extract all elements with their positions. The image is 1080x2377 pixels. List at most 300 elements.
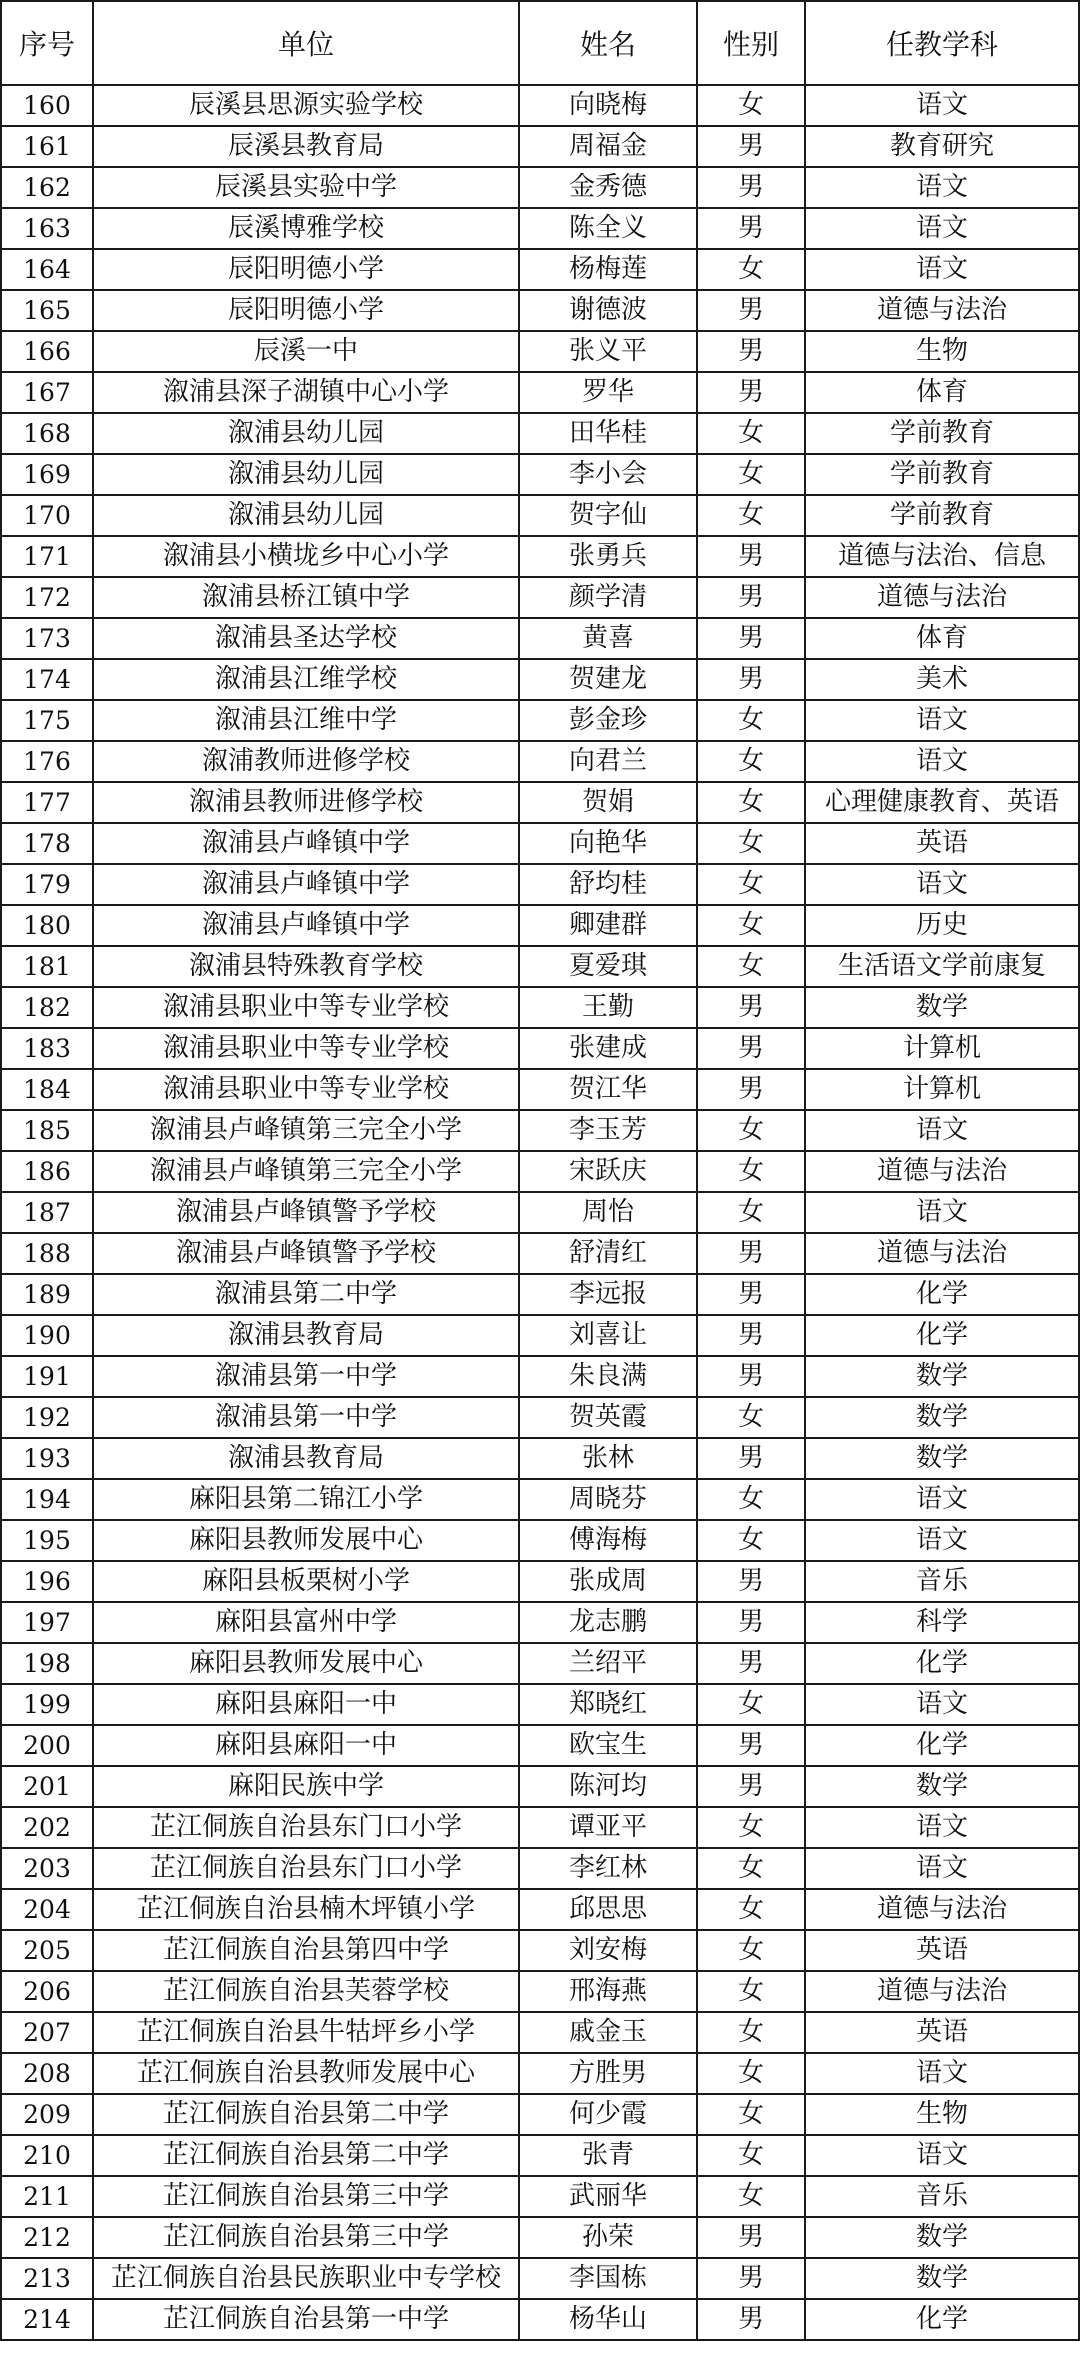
unit-cell: 溆浦县卢峰镇第三完全小学	[93, 1151, 519, 1192]
table-row	[1, 495, 1079, 536]
serial-number-cell: 180	[1, 905, 93, 946]
name-cell: 刘安梅	[519, 1930, 697, 1971]
gender-cell: 女	[697, 2135, 805, 2176]
serial-number-cell: 168	[1, 413, 93, 454]
name-cell: 李红林	[519, 1848, 697, 1889]
subject-cell: 生物	[805, 2094, 1079, 2135]
name-cell: 宋跃庆	[519, 1151, 697, 1192]
gender-cell: 男	[697, 1643, 805, 1684]
gender-cell: 男	[697, 618, 805, 659]
table-row	[1, 741, 1079, 782]
unit-cell: 溆浦教师进修学校	[93, 741, 519, 782]
subject-cell: 数学	[805, 1438, 1079, 1479]
name-cell: 周福金	[519, 126, 697, 167]
serial-number-cell: 170	[1, 495, 93, 536]
serial-number-cell: 191	[1, 1356, 93, 1397]
subject-cell: 美术	[805, 659, 1079, 700]
subject-cell: 化学	[805, 1643, 1079, 1684]
gender-cell: 男	[697, 126, 805, 167]
unit-cell: 麻阳县教师发展中心	[93, 1643, 519, 1684]
subject-cell: 道德与法治	[805, 1889, 1079, 1930]
gender-cell: 女	[697, 1110, 805, 1151]
serial-number-cell: 182	[1, 987, 93, 1028]
gender-cell: 女	[697, 741, 805, 782]
unit-cell: 麻阳县麻阳一中	[93, 1725, 519, 1766]
subject-cell: 生物	[805, 331, 1079, 372]
serial-number-cell: 179	[1, 864, 93, 905]
name-cell: 郑晓红	[519, 1684, 697, 1725]
serial-number-cell: 186	[1, 1151, 93, 1192]
page-footer-cut-off	[0, 2365, 1080, 2377]
table-row	[1, 1971, 1079, 2012]
name-cell: 张勇兵	[519, 536, 697, 577]
subject-cell: 语文	[805, 741, 1079, 782]
gender-cell: 男	[697, 577, 805, 618]
name-cell: 兰绍平	[519, 1643, 697, 1684]
serial-number-cell: 167	[1, 372, 93, 413]
header-gender: 性别	[697, 1, 805, 85]
subject-cell: 数学	[805, 987, 1079, 1028]
serial-number-cell: 176	[1, 741, 93, 782]
serial-number-cell: 204	[1, 1889, 93, 1930]
header-subject: 任教学科	[805, 1, 1079, 85]
serial-number-cell: 161	[1, 126, 93, 167]
table-row	[1, 823, 1079, 864]
unit-cell: 溆浦县第二中学	[93, 1274, 519, 1315]
name-cell: 彭金珍	[519, 700, 697, 741]
gender-cell: 女	[697, 946, 805, 987]
subject-cell: 语文	[805, 85, 1079, 126]
table-row	[1, 2012, 1079, 2053]
subject-cell: 语文	[805, 249, 1079, 290]
header-row	[1, 1, 1079, 85]
table-row	[1, 700, 1079, 741]
table-row	[1, 249, 1079, 290]
unit-cell: 溆浦县第一中学	[93, 1356, 519, 1397]
unit-cell: 溆浦县卢峰镇中学	[93, 905, 519, 946]
gender-cell: 女	[697, 1889, 805, 1930]
serial-number-cell: 169	[1, 454, 93, 495]
table-row	[1, 208, 1079, 249]
gender-cell: 女	[697, 2094, 805, 2135]
name-cell: 邢海燕	[519, 1971, 697, 2012]
subject-cell: 语文	[805, 1110, 1079, 1151]
name-cell: 张成周	[519, 1561, 697, 1602]
name-cell: 向君兰	[519, 741, 697, 782]
table-row	[1, 536, 1079, 577]
header-unit: 单位	[93, 1, 519, 85]
subject-cell: 英语	[805, 823, 1079, 864]
serial-number-cell: 192	[1, 1397, 93, 1438]
table-row	[1, 1725, 1079, 1766]
gender-cell: 女	[697, 1397, 805, 1438]
unit-cell: 溆浦县卢峰镇中学	[93, 823, 519, 864]
table-row	[1, 1520, 1079, 1561]
serial-number-cell: 175	[1, 700, 93, 741]
name-cell: 李玉芳	[519, 1110, 697, 1151]
gender-cell: 女	[697, 1192, 805, 1233]
subject-cell: 计算机	[805, 1028, 1079, 1069]
subject-cell: 语文	[805, 1684, 1079, 1725]
gender-cell: 男	[697, 1315, 805, 1356]
gender-cell: 女	[697, 2012, 805, 2053]
table-row	[1, 290, 1079, 331]
gender-cell: 女	[697, 700, 805, 741]
subject-cell: 化学	[805, 1725, 1079, 1766]
unit-cell: 辰溪博雅学校	[93, 208, 519, 249]
table-row	[1, 1110, 1079, 1151]
unit-cell: 溆浦县桥江镇中学	[93, 577, 519, 618]
gender-cell: 男	[697, 2217, 805, 2258]
table-row	[1, 2176, 1079, 2217]
subject-cell: 心理健康教育、英语	[805, 782, 1079, 823]
name-cell: 金秀德	[519, 167, 697, 208]
subject-cell: 英语	[805, 2012, 1079, 2053]
table-row	[1, 1356, 1079, 1397]
serial-number-cell: 211	[1, 2176, 93, 2217]
gender-cell: 女	[697, 823, 805, 864]
table-row	[1, 1315, 1079, 1356]
subject-cell: 道德与法治	[805, 290, 1079, 331]
serial-number-cell: 199	[1, 1684, 93, 1725]
subject-cell: 数学	[805, 2217, 1079, 2258]
serial-number-cell: 181	[1, 946, 93, 987]
name-cell: 张建成	[519, 1028, 697, 1069]
table-row	[1, 1889, 1079, 1930]
subject-cell: 数学	[805, 1356, 1079, 1397]
table-row	[1, 1930, 1079, 1971]
table-row	[1, 1069, 1079, 1110]
name-cell: 张青	[519, 2135, 697, 2176]
subject-cell: 道德与法治、信息	[805, 536, 1079, 577]
name-cell: 贺英霞	[519, 1397, 697, 1438]
name-cell: 邱思思	[519, 1889, 697, 1930]
unit-cell: 溆浦县卢峰镇警予学校	[93, 1192, 519, 1233]
table-row	[1, 454, 1079, 495]
subject-cell: 数学	[805, 1766, 1079, 1807]
gender-cell: 男	[697, 372, 805, 413]
name-cell: 刘喜让	[519, 1315, 697, 1356]
gender-cell: 女	[697, 2053, 805, 2094]
subject-cell: 化学	[805, 1315, 1079, 1356]
subject-cell: 体育	[805, 618, 1079, 659]
serial-number-cell: 171	[1, 536, 93, 577]
unit-cell: 溆浦县职业中等专业学校	[93, 987, 519, 1028]
header-name: 姓名	[519, 1, 697, 85]
unit-cell: 辰溪一中	[93, 331, 519, 372]
serial-number-cell: 188	[1, 1233, 93, 1274]
subject-cell: 语文	[805, 2053, 1079, 2094]
table-row	[1, 1151, 1079, 1192]
name-cell: 卿建群	[519, 905, 697, 946]
unit-cell: 芷江侗族自治县第二中学	[93, 2135, 519, 2176]
table-row	[1, 2299, 1079, 2340]
serial-number-cell: 207	[1, 2012, 93, 2053]
name-cell: 李远报	[519, 1274, 697, 1315]
name-cell: 欧宝生	[519, 1725, 697, 1766]
unit-cell: 溆浦县卢峰镇第三完全小学	[93, 1110, 519, 1151]
subject-cell: 数学	[805, 2258, 1079, 2299]
name-cell: 李小会	[519, 454, 697, 495]
unit-cell: 芷江侗族自治县民族职业中专学校	[93, 2258, 519, 2299]
gender-cell: 女	[697, 1930, 805, 1971]
table-row	[1, 1438, 1079, 1479]
name-cell: 谢德波	[519, 290, 697, 331]
gender-cell: 女	[697, 1807, 805, 1848]
unit-cell: 溆浦县幼儿园	[93, 495, 519, 536]
subject-cell: 化学	[805, 2299, 1079, 2340]
table-body	[1, 85, 1079, 2340]
unit-cell: 麻阳民族中学	[93, 1766, 519, 1807]
serial-number-cell: 198	[1, 1643, 93, 1684]
table-row	[1, 1028, 1079, 1069]
header-serial-number: 序号	[1, 1, 93, 85]
table-row	[1, 1233, 1079, 1274]
table-row	[1, 1684, 1079, 1725]
table-row	[1, 905, 1079, 946]
gender-cell: 男	[697, 2258, 805, 2299]
unit-cell: 芷江侗族自治县第三中学	[93, 2176, 519, 2217]
serial-number-cell: 195	[1, 1520, 93, 1561]
unit-cell: 辰溪县实验中学	[93, 167, 519, 208]
table-row	[1, 413, 1079, 454]
name-cell: 周怡	[519, 1192, 697, 1233]
table-row	[1, 126, 1079, 167]
serial-number-cell: 189	[1, 1274, 93, 1315]
gender-cell: 女	[697, 1151, 805, 1192]
table-row	[1, 782, 1079, 823]
name-cell: 王勤	[519, 987, 697, 1028]
serial-number-cell: 162	[1, 167, 93, 208]
table-row	[1, 2053, 1079, 2094]
gender-cell: 男	[697, 1274, 805, 1315]
table-row	[1, 85, 1079, 126]
serial-number-cell: 177	[1, 782, 93, 823]
table-row	[1, 1274, 1079, 1315]
subject-cell: 计算机	[805, 1069, 1079, 1110]
table-row	[1, 2135, 1079, 2176]
unit-cell: 溆浦县深子湖镇中心小学	[93, 372, 519, 413]
table-row	[1, 1192, 1079, 1233]
table-row	[1, 987, 1079, 1028]
subject-cell: 语文	[805, 1192, 1079, 1233]
serial-number-cell: 184	[1, 1069, 93, 1110]
gender-cell: 男	[697, 536, 805, 577]
gender-cell: 女	[697, 1848, 805, 1889]
name-cell: 何少霞	[519, 2094, 697, 2135]
unit-cell: 溆浦县卢峰镇警予学校	[93, 1233, 519, 1274]
unit-cell: 辰阳明德小学	[93, 290, 519, 331]
subject-cell: 历史	[805, 905, 1079, 946]
table-row	[1, 577, 1079, 618]
name-cell: 贺娟	[519, 782, 697, 823]
name-cell: 杨梅莲	[519, 249, 697, 290]
name-cell: 孙荣	[519, 2217, 697, 2258]
subject-cell: 生活语文学前康复	[805, 946, 1079, 987]
table-row	[1, 946, 1079, 987]
gender-cell: 女	[697, 85, 805, 126]
name-cell: 朱良满	[519, 1356, 697, 1397]
serial-number-cell: 187	[1, 1192, 93, 1233]
name-cell: 舒清红	[519, 1233, 697, 1274]
serial-number-cell: 210	[1, 2135, 93, 2176]
unit-cell: 麻阳县富州中学	[93, 1602, 519, 1643]
table-row	[1, 1602, 1079, 1643]
gender-cell: 女	[697, 249, 805, 290]
gender-cell: 男	[697, 2299, 805, 2340]
subject-cell: 语文	[805, 1848, 1079, 1889]
name-cell: 方胜男	[519, 2053, 697, 2094]
name-cell: 戚金玉	[519, 2012, 697, 2053]
table-row	[1, 2217, 1079, 2258]
gender-cell: 男	[697, 208, 805, 249]
serial-number-cell: 200	[1, 1725, 93, 1766]
subject-cell: 语文	[805, 1479, 1079, 1520]
gender-cell: 男	[697, 987, 805, 1028]
gender-cell: 男	[697, 1233, 805, 1274]
table-row	[1, 331, 1079, 372]
table-row	[1, 618, 1079, 659]
subject-cell: 语文	[805, 1520, 1079, 1561]
serial-number-cell: 213	[1, 2258, 93, 2299]
gender-cell: 男	[697, 167, 805, 208]
table-row	[1, 2258, 1079, 2299]
subject-cell: 音乐	[805, 1561, 1079, 1602]
table-row	[1, 1807, 1079, 1848]
gender-cell: 女	[697, 782, 805, 823]
unit-cell: 麻阳县麻阳一中	[93, 1684, 519, 1725]
name-cell: 向晓梅	[519, 85, 697, 126]
name-cell: 贺字仙	[519, 495, 697, 536]
unit-cell: 溆浦县职业中等专业学校	[93, 1028, 519, 1069]
name-cell: 贺江华	[519, 1069, 697, 1110]
name-cell: 夏爱琪	[519, 946, 697, 987]
name-cell: 龙志鹏	[519, 1602, 697, 1643]
serial-number-cell: 178	[1, 823, 93, 864]
gender-cell: 男	[697, 1725, 805, 1766]
subject-cell: 学前教育	[805, 413, 1079, 454]
gender-cell: 男	[697, 290, 805, 331]
unit-cell: 溆浦县教育局	[93, 1438, 519, 1479]
name-cell: 黄喜	[519, 618, 697, 659]
unit-cell: 溆浦县卢峰镇中学	[93, 864, 519, 905]
subject-cell: 语文	[805, 208, 1079, 249]
serial-number-cell: 197	[1, 1602, 93, 1643]
table-row	[1, 2094, 1079, 2135]
unit-cell: 溆浦县幼儿园	[93, 454, 519, 495]
unit-cell: 溆浦县江维学校	[93, 659, 519, 700]
subject-cell: 学前教育	[805, 454, 1079, 495]
serial-number-cell: 208	[1, 2053, 93, 2094]
name-cell: 武丽华	[519, 2176, 697, 2217]
serial-number-cell: 174	[1, 659, 93, 700]
gender-cell: 男	[697, 1028, 805, 1069]
table-row	[1, 1561, 1079, 1602]
name-cell: 陈全义	[519, 208, 697, 249]
table-row	[1, 659, 1079, 700]
serial-number-cell: 183	[1, 1028, 93, 1069]
serial-number-cell: 163	[1, 208, 93, 249]
serial-number-cell: 214	[1, 2299, 93, 2340]
unit-cell: 芷江侗族自治县第二中学	[93, 2094, 519, 2135]
unit-cell: 溆浦县教育局	[93, 1315, 519, 1356]
name-cell: 颜学清	[519, 577, 697, 618]
subject-cell: 道德与法治	[805, 577, 1079, 618]
table-row	[1, 167, 1079, 208]
serial-number-cell: 172	[1, 577, 93, 618]
gender-cell: 男	[697, 1069, 805, 1110]
serial-number-cell: 165	[1, 290, 93, 331]
name-cell: 张义平	[519, 331, 697, 372]
name-cell: 贺建龙	[519, 659, 697, 700]
table-row	[1, 864, 1079, 905]
unit-cell: 溆浦县圣达学校	[93, 618, 519, 659]
serial-number-cell: 166	[1, 331, 93, 372]
unit-cell: 芷江侗族自治县牛牯坪乡小学	[93, 2012, 519, 2053]
unit-cell: 溆浦县江维中学	[93, 700, 519, 741]
gender-cell: 男	[697, 1438, 805, 1479]
table-row	[1, 1479, 1079, 1520]
serial-number-cell: 194	[1, 1479, 93, 1520]
unit-cell: 麻阳县板栗树小学	[93, 1561, 519, 1602]
unit-cell: 溆浦县幼儿园	[93, 413, 519, 454]
name-cell: 傅海梅	[519, 1520, 697, 1561]
serial-number-cell: 164	[1, 249, 93, 290]
name-cell: 田华桂	[519, 413, 697, 454]
table-row	[1, 1397, 1079, 1438]
subject-cell: 数学	[805, 1397, 1079, 1438]
serial-number-cell: 196	[1, 1561, 93, 1602]
subject-cell: 语文	[805, 2135, 1079, 2176]
unit-cell: 辰溪县教育局	[93, 126, 519, 167]
serial-number-cell: 209	[1, 2094, 93, 2135]
serial-number-cell: 201	[1, 1766, 93, 1807]
table-row	[1, 1643, 1079, 1684]
serial-number-cell: 206	[1, 1971, 93, 2012]
subject-cell: 学前教育	[805, 495, 1079, 536]
unit-cell: 溆浦县职业中等专业学校	[93, 1069, 519, 1110]
gender-cell: 女	[697, 1684, 805, 1725]
gender-cell: 男	[697, 659, 805, 700]
name-cell: 罗华	[519, 372, 697, 413]
serial-number-cell: 193	[1, 1438, 93, 1479]
unit-cell: 芷江侗族自治县东门口小学	[93, 1848, 519, 1889]
gender-cell: 男	[697, 1356, 805, 1397]
serial-number-cell: 203	[1, 1848, 93, 1889]
gender-cell: 男	[697, 1561, 805, 1602]
unit-cell: 芷江侗族自治县第四中学	[93, 1930, 519, 1971]
serial-number-cell: 190	[1, 1315, 93, 1356]
name-cell: 陈河均	[519, 1766, 697, 1807]
gender-cell: 男	[697, 1602, 805, 1643]
name-cell: 舒均桂	[519, 864, 697, 905]
unit-cell: 溆浦县特殊教育学校	[93, 946, 519, 987]
unit-cell: 辰阳明德小学	[93, 249, 519, 290]
serial-number-cell: 202	[1, 1807, 93, 1848]
subject-cell: 体育	[805, 372, 1079, 413]
gender-cell: 女	[697, 454, 805, 495]
unit-cell: 溆浦县第一中学	[93, 1397, 519, 1438]
subject-cell: 语文	[805, 167, 1079, 208]
gender-cell: 女	[697, 864, 805, 905]
unit-cell: 芷江侗族自治县东门口小学	[93, 1807, 519, 1848]
gender-cell: 女	[697, 1971, 805, 2012]
name-cell: 张林	[519, 1438, 697, 1479]
unit-cell: 芷江侗族自治县第一中学	[93, 2299, 519, 2340]
gender-cell: 男	[697, 1766, 805, 1807]
serial-number-cell: 212	[1, 2217, 93, 2258]
unit-cell: 芷江侗族自治县芙蓉学校	[93, 1971, 519, 2012]
